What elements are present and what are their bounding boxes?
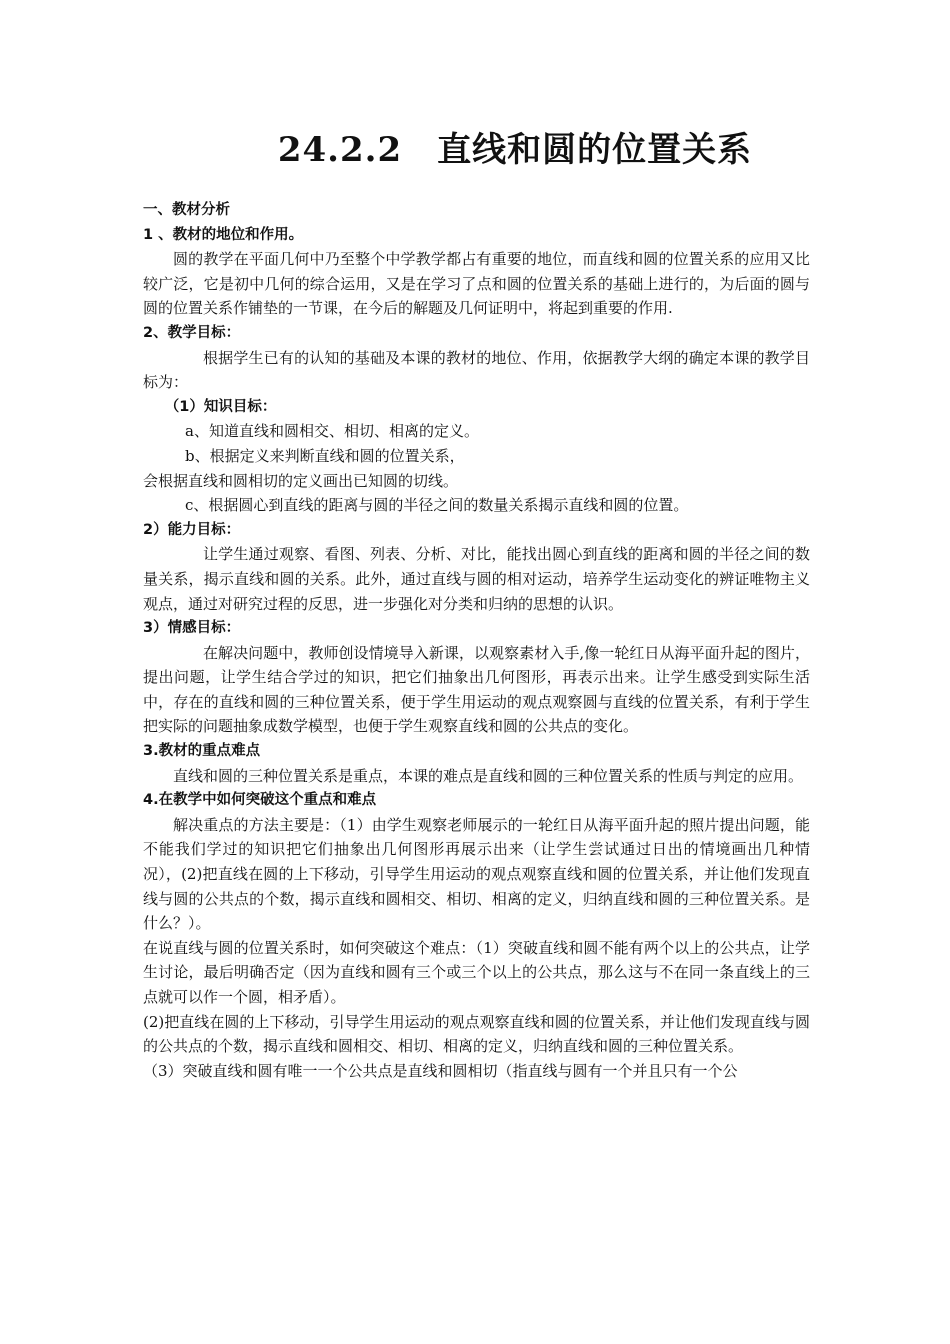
objective-item-continued: 会根据直线和圆相切的定义画出已知圆的切线。 [143, 471, 459, 490]
body-paragraph: 在说直线与圆的位置关系时，如何突破这个难点：（1）突破直线和圆不能有两个以上的公共点，让学生讨论，最后明确否定（因为直线和圆有三个或三个以上的公共点，那么这与不在同一条直线上的三点就可以作一个圆，相矛盾）。 [143, 938, 810, 1006]
body-paragraph: 让学生通过观察、看图、列表、分析、对比，能找出圆心到直线的距离和圆的半径之间的数量关系，揭示直线和圆的关系。此外，通过直线与圆的相对运动，培养学生运动变化的辨证唯物主义观点，通过对研究过程的反思，进一步强化对分类和归纳的思想的认识。 [143, 545, 810, 613]
document-title: 24.2.2 直线和圆的位置关系 [277, 130, 753, 170]
section-heading-1: 一、教材分析 [143, 202, 230, 218]
document-body [143, 198, 810, 1083]
body-paragraph: 解决重点的方法主要是：（1）由学生观察老师展示的一轮红日从海平面升起的照片提出问题，能不能我们学过的知识把它们抽象出几何图形再展示出来（让学生尝试通过日出的情境画出几种情况），(2)把直线在圆的上下移动，引导学生用运动的观点观察直线和圆的位置关系，并让他们发现直线与圆的公共点的个数，揭示直线和圆相交、相切、相离的定义，归纳直线和圆的三种位置关系。是什么？）。 [143, 815, 810, 933]
body-paragraph: 直线和圆的三种位置关系是重点，本课的难点是直线和圆的三种位置关系的性质与判定的应用。 [173, 766, 804, 785]
objective-item: b、根据定义来判断直线和圆的位置关系， [185, 446, 465, 465]
subsection-heading: 2）能力目标： [143, 521, 241, 538]
subsection-heading: 1 、教材的地位和作用。 [143, 226, 304, 243]
objective-item: a、知道直线和圆相交、相切、相离的定义。 [185, 422, 479, 441]
objective-heading: （1）知识目标： [164, 398, 277, 415]
objective-item: c、根据圆心到直线的距离与圆的半径之间的数量关系揭示直线和圆的位置。 [185, 496, 689, 515]
body-paragraph: 在解决问题中，教师创设情境导入新课，以观察素材入手,像一轮红日从海平面升起的图片，提出问题，让学生结合学过的知识，把它们抽象出几何图形，再表示出来。让学生感受到实际生活中，存在的直线和圆的三种位置关系，便于学生用运动的观点观察圆与直线的位置关系，有利于学生把实际的问题抽象成数学模型，也便于学生观察直线和圆的公共点的变化。 [143, 643, 810, 736]
body-paragraph: （3）突破直线和圆有唯一一个公共点是直线和圆相切（指直线与圆有一个并且只有一个公 [143, 1061, 738, 1080]
body-paragraph: 根据学生已有的认知的基础及本课的教材的地位、作用，依据教学大纲的确定本课的教学目标为： [143, 348, 810, 392]
body-paragraph: 圆的教学在平面几何中乃至整个中学教学都占有重要的地位，而直线和圆的位置关系的应用又比较广泛，它是初中几何的综合运用，又是在学习了点和圆的位置关系的基础上进行的，为后面的圆与圆的位置关系作铺垫的一节课，在今后的解题及几何证明中，将起到重要的作用. [143, 250, 810, 318]
body-paragraph: (2)把直线在圆的上下移动，引导学生用运动的观点观察直线和圆的位置关系，并让他们发现直线与圆的公共点的个数，揭示直线和圆相交、相切、相离的定义，归纳直线和圆的三种位置关系。 [143, 1012, 810, 1056]
subsection-heading: 3）情感目标： [143, 620, 241, 637]
subsection-heading: 3.教材的重点难点 [143, 743, 261, 760]
subsection-heading: 4.在教学中如何突破这个重点和难点 [143, 792, 377, 809]
subsection-heading: 2、教学目标： [143, 324, 241, 341]
